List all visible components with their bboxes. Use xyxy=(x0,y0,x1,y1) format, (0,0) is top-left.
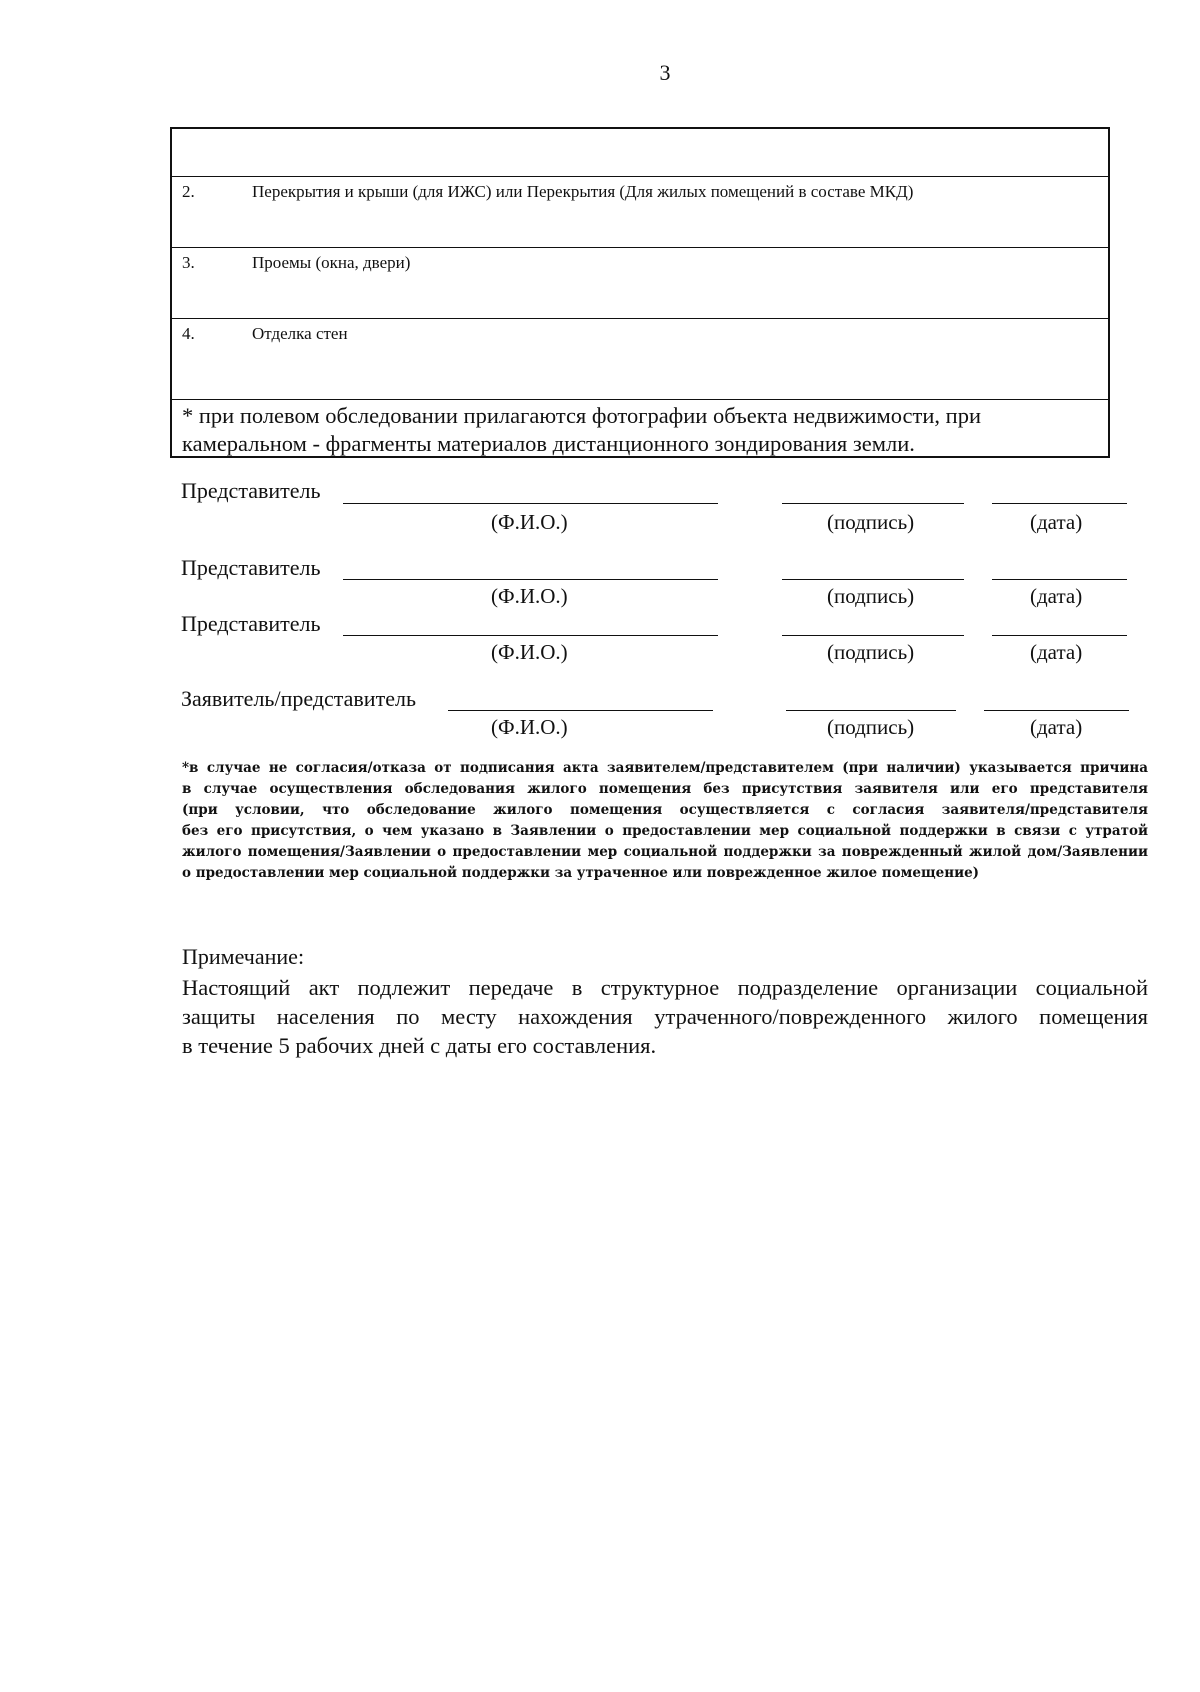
note-line: защиты населения по месту нахождения утраченного/поврежденного жилого помещения xyxy=(182,1004,1148,1029)
row-number: 4. xyxy=(182,324,195,343)
refusal-footnote xyxy=(182,758,1148,884)
inspection-table xyxy=(170,127,1110,458)
note-line: Настоящий акт подлежит передаче в структурное подразделение организации социальной xyxy=(182,975,1148,1000)
signature-line xyxy=(782,579,964,580)
fio-caption: (Ф.И.О.) xyxy=(491,584,568,608)
row-text: Перекрытия и крыши (для ИЖС) или Перекрытия (Для жилых помещений в составе МКД) xyxy=(252,182,914,201)
footnote-line: жилого помещения/Заявлении о предоставлении мер социальной поддержки за поврежденный жилой дом/Заявлении xyxy=(182,844,1148,860)
note-title: Примечание: xyxy=(182,944,305,969)
signature-line xyxy=(782,503,964,504)
date-caption: (дата) xyxy=(1030,715,1083,739)
note-body xyxy=(182,973,1148,1060)
page-number: 3 xyxy=(659,60,671,85)
date-line xyxy=(992,635,1127,636)
footnote-line: о предоставлении мер социальной поддержки за утраченное или поврежденное жилое помещение) xyxy=(182,865,980,881)
row-number: 3. xyxy=(182,253,195,272)
date-caption: (дата) xyxy=(1030,510,1083,534)
signatory-label: Представитель xyxy=(181,555,321,580)
date-caption: (дата) xyxy=(1030,584,1083,608)
fio-caption: (Ф.И.О.) xyxy=(491,640,568,664)
fio-line xyxy=(343,503,718,504)
photo-note xyxy=(172,400,1108,456)
fio-caption: (Ф.И.О.) xyxy=(491,715,568,739)
note-line: в течение 5 рабочих дней с даты его составления. xyxy=(182,1033,657,1058)
row-text: Проемы (окна, двери) xyxy=(252,253,411,272)
footnote-line: *в случае не согласия/отказа от подписания акта заявителем/представителем (при наличии) указывается причина xyxy=(182,760,1148,776)
date-line xyxy=(992,579,1127,580)
fio-line xyxy=(343,579,718,580)
row-number: 2. xyxy=(182,182,195,201)
footnote-line: в случае осуществления обследования жилого помещения без присутствия заявителя или его представителя xyxy=(182,781,1148,797)
signature-caption: (подпись) xyxy=(827,584,915,608)
table-row xyxy=(172,319,1108,400)
date-line xyxy=(992,503,1127,504)
photo-note-line: * при полевом обследовании прилагаются фотографии объекта недвижимости, при xyxy=(182,403,982,428)
signature-caption: (подпись) xyxy=(827,640,915,664)
signature-line xyxy=(782,635,964,636)
table-row xyxy=(172,177,1108,248)
table-row-empty xyxy=(172,129,1108,177)
fio-caption: (Ф.И.О.) xyxy=(491,510,568,534)
signature-caption: (подпись) xyxy=(827,715,915,739)
date-caption: (дата) xyxy=(1030,640,1083,664)
fio-line xyxy=(343,635,718,636)
photo-note-line: камеральном - фрагменты материалов дистанционного зондирования земли. xyxy=(182,431,915,456)
date-line xyxy=(984,710,1129,711)
signature-caption: (подпись) xyxy=(827,510,915,534)
footnote-line: (при условии, что обследование жилого помещения осуществляется с согласия заявителя/представителя xyxy=(182,802,1148,818)
signatory-label: Представитель xyxy=(181,611,321,636)
table-row xyxy=(172,248,1108,319)
signature-line xyxy=(786,710,956,711)
fio-line xyxy=(448,710,713,711)
signatory-label: Заявитель/представитель xyxy=(181,686,416,711)
row-text: Отделка стен xyxy=(252,324,348,343)
footnote-line: без его присутствия, о чем указано в Заявлении о предоставлении мер социальной поддержки в связи с утратой xyxy=(182,823,1148,839)
signatory-label: Представитель xyxy=(181,478,321,503)
